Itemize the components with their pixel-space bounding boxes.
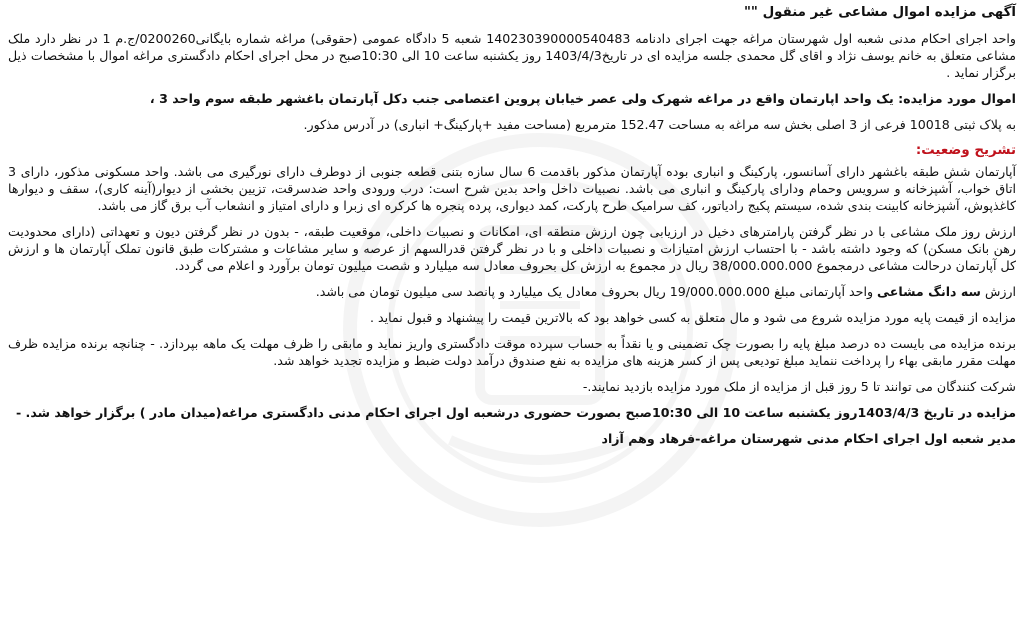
base-price-paragraph: مزایده از قیمت پایه مورد مزایده شروع می شود و مال متعلق به کسی خواهد بود که بالاترین قیمت را پیشنهاد و قبول نماید . <box>370 310 1016 325</box>
valuation-paragraph: ارزش روز ملک مشاعی با در نظر گرفتن پارامترهای دخیل در ارزیابی چون ارزش منطقه ای، امکانات و نصبیات داخلی، موقعیت طبقه، - بدون در نظر گرفتن دیون و تعهداتی (دارای محدودیت رهن بانک مسکن) که وجود داشته باشد - با احتساب ارزش امتیازات و نصبیات داخلی و با در نظر گرفتن قدرالسهم از عرصه و سایر مشاعات و مشترکات طبق قانون تملک آپارتمان ها و ارزش کل آپارتمان درحالت مشاعی درمجموع 38/000.000.000 ریال در مجموع به ارزش کل بحروف معادل سه میلیارد و شصت میلیون تومان برآورد و اعلام می گردد. <box>8 224 1016 273</box>
value-prefix: ارزش <box>984 284 1016 299</box>
intro-paragraph: واحد اجرای احکام مدنی شعبه اول شهرستان مراغه جهت اجرای دادنامه 140230390000540483 شعبه 5 دادگاه عمومی (حقوقی) مراغه شماره بایگانی0200260/ج.م 1 در نظر دارد ملک مشاعی متعلق به خانم یوسف نژاد و اقای گل محمدی جلسه مزایده ای در تاریخ1403/4/3 روز یکشنبه ساعت 10 الی 10:30صبح در محل اجرای احکام دادگستری مراغه اموال با مشخصات ذیل برگزار نماید . <box>8 31 1017 80</box>
property-paragraph-2: به پلاک ثبتی 10018 فرعی از 3 اصلی بخش سه مراغه به مساحت 152.47 مترمربع (مساحت مفید +پارکینگ+ انباری) در آدرس مذکور. <box>303 117 1016 132</box>
value-paragraph <box>8 283 1016 300</box>
notice-title: آگهی مزایده اموال مشاعی غیر منقول "" <box>743 5 1016 20</box>
signature-paragraph: مدیر شعبه اول اجرای احکام مدنی شهرستان مراغه-فرهاد وهم آزاد <box>601 431 1016 446</box>
property-paragraph-1: اموال مورد مزایده: یک واحد اپارتمان واقع در مراغه شهرک ولی عصر خیابان پروین اعتصامی جنب دکل آپارتمان باغشهر طبقه سوم واحد 3 ، <box>149 91 1016 106</box>
auction-date-paragraph: مزایده در تاریخ 1403/4/3روز یکشنبه ساعت 10 الی 10:30صبح بصورت حضوری درشعبه اول اجرای احکام مدنی دادگستری مراغه(میدان مادر ) برگزار خواهد شد. - <box>15 405 1016 420</box>
description-paragraph: آپارتمان شش طبقه باغشهر دارای آسانسور، پارکینگ و انباری بوده آپارتمان مذکور باقدمت 6 سال سازه بتنی قطعه جنوبی از دوطرف دارای نورگیری می باشد. واحد مسکونی مذکور، دارای 3 اتاق خواب، آشپزخانه و سرویس وحمام ودارای پارکینگ و انباری می باشد. نصبیات داخل واحد بدین شرح است: درب ورودی واحد ضدسرقت، تزیین بخشی از دیوار(آینه کاری)، سقف و دیوارها کاغذپوش، آشپزخانه کابینت بندی شده، سیستم پکیج رادیاتور، کف سرامیک طرح پارکت، کمد دیواری، پرده پنجره ها کرکره ای زبرا و دارای امتیاز و انشعاب آب برق گاز می باشد. <box>8 164 1016 213</box>
visit-paragraph: شرکت کنندگان می توانند تا 5 روز قبل از مزایده از ملک مورد مزایده بازدید نمایند.- <box>582 379 1016 394</box>
auction-notice-document <box>8 4 1016 456</box>
value-bold-text: سه دانگ مشاعی <box>877 284 981 299</box>
value-rest: واحد آپارتمانی مبلغ 19/000.000.000 ریال بحروف معادل یک میلیارد و پانصد سی میلیون تومان می باشد. <box>315 284 874 299</box>
winner-terms-paragraph: برنده مزایده می بایست ده درصد مبلغ پایه را بصورت چک تضمینی و یا نقداً به حساب سپرده موقت دادگستری واریز نماید و مابقی را ظرف مهلت یک ماهه بپردازد. - چنانچه برنده مزایده ظرف مهلت مقرر مابقی بهاء را پرداخت ننماید مبلغ تودیعی پس از کسر هزینه های مزایده به نفع صندوق درآمد دولت ضبط و مزایده تجدید خواهد شد. <box>8 336 1016 368</box>
condition-heading: تشریح وضعیت: <box>915 143 1016 158</box>
